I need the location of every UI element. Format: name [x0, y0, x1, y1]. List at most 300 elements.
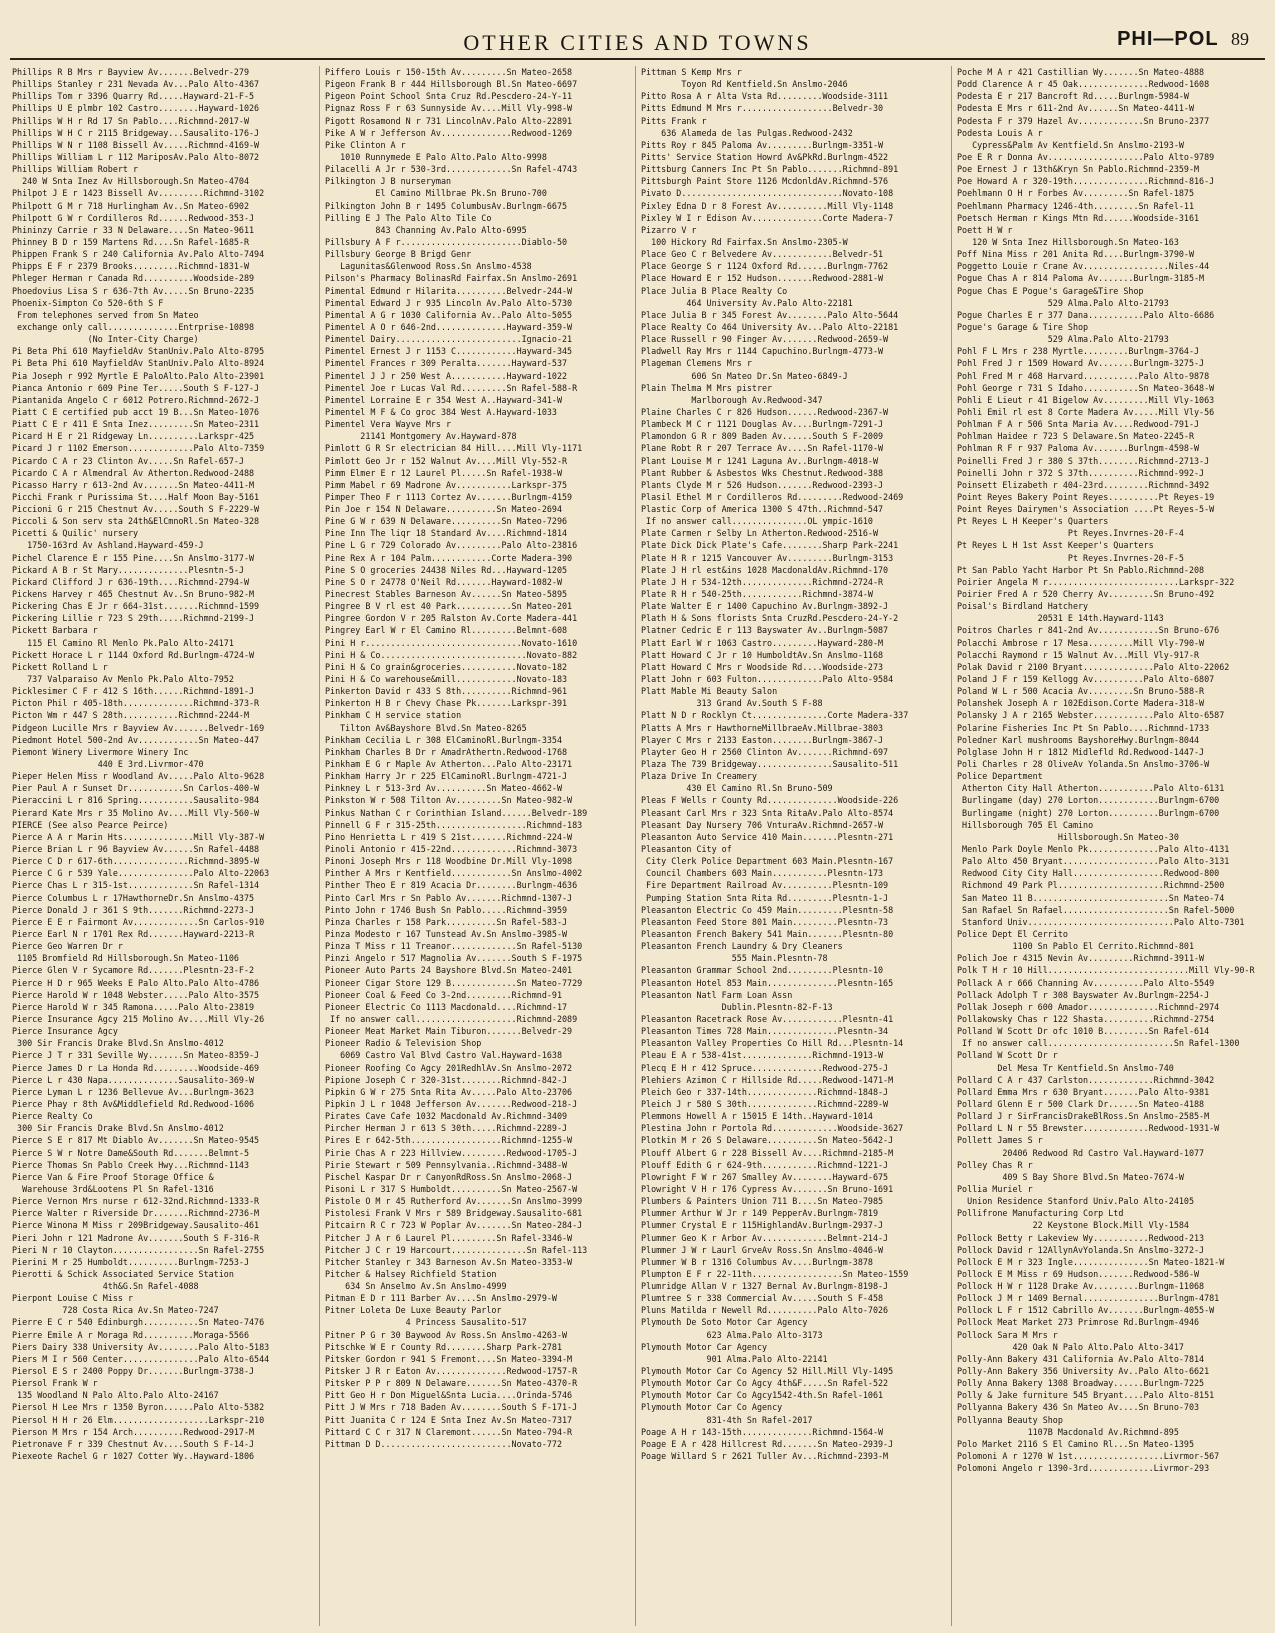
listing-entry: Pierce E E r Fairmont Av.............Sn Carlos-910	[12, 916, 265, 927]
listing-entry: Pollock Sara M Mrs r	[957, 1329, 1058, 1340]
listing-entry: Plamondon G R r 809 Baden Av......South S F-2009	[641, 431, 884, 442]
listing-entry: Pollyanna Beauty Shop	[957, 1414, 1063, 1425]
listing-entry: Pine Inn The liqr 18 Standard Av....Richmnd-1814	[325, 528, 568, 539]
listing-entry: San Rafael Sn Rafael.....................Sn Rafel-5000	[957, 904, 1235, 915]
listing-entry: Platt Earl W r 1063 Castro.........Hayward-280-M	[641, 637, 884, 648]
listing-entry: Lagunitas&Glenwood Ross.Sn Anslmo-4538	[325, 261, 532, 272]
listing-entry: Pierce Van & Fire Proof Storage Office &	[12, 1171, 214, 1182]
listing-entry: Pierce Realty Co	[12, 1111, 93, 1122]
listing-entry: Pierce Walter r Riverside Dr.......Richmnd-2736-M	[12, 1208, 260, 1219]
listing-entry: Plate Walter E r 1400 Capuchino Av.Burlngm-3892-J	[641, 601, 889, 612]
listing-entry: Pierini M r 25 Humboldt..........Burlngm-7253-J	[12, 1256, 249, 1267]
listing-entry: Polanshek Joseph A r 102Edison.Corte Madera-318-W	[957, 698, 1205, 709]
listing-entry: Pimentel M F & Co groc 384 West A.Hayward-1033	[325, 406, 557, 417]
listing-entry: Poetsch Herman r Kings Mtn Rd......Woodside-3161	[957, 212, 1200, 223]
listing-entry: Pimentel Joe r Lucas Val Rd.........Sn Rafel-588-R	[325, 382, 578, 393]
listing-entry: Pierard Kate Mrs r 35 Molino Av....Mill Vly-560-W	[12, 807, 260, 818]
listing-entry: Poage Willard S r 2621 Tuller Av...Richmnd-2393-M	[641, 1451, 889, 1462]
listing-entry: Pia Joseph r 992 Myrtle E PaloAlto.Palo Alto-23901	[12, 370, 265, 381]
listing-entry: Polomoni A r 1270 W 1st..................Livrmor-567	[957, 1451, 1220, 1462]
listing-entry: Poche M A r 421 Castillian Wy.......Sn Mateo-4888	[957, 67, 1205, 77]
listing-entry: Pitt Geo H r Don Miguel&Snta Lucia....Orinda-5746	[325, 1390, 573, 1401]
listing-entry: Pinkham Charles B Dr r AmadrAthertn.Redwood-1768	[325, 746, 568, 757]
listing-entry: Picardo C A r 23 Clinton Av.....Sn Rafel-657-J	[12, 455, 244, 466]
listing-entry: Pimm Elmer E r 12 Laurel Pl.....Sn Rafel-1938-W	[325, 467, 562, 478]
listing-entry: Tilton Av&Bayshore Blvd.Sn Mateo-8265	[325, 722, 527, 733]
listing-entry: Plymouth Motor Car Co Agcy1542-4th.Sn Rafel-1061	[641, 1390, 884, 1401]
listing-entry: Phillips Tom r 3396 Quarry Rd.....Hayward-21-F-5	[12, 91, 255, 102]
header-rule	[10, 58, 1265, 60]
listing-entry: Piersol H Lee Mrs r 1350 Byron......Palo Alto-5382	[12, 1402, 265, 1413]
listing-entry: Polak David r 2100 Bryant..............Palo Alto-22062	[957, 661, 1230, 672]
listing-entry: Pierce James D r La Honda Rd.........Woodside-469	[12, 1062, 260, 1073]
listing-entry: Pimentel Ernest J r 1153 C............Hayward-345	[325, 346, 573, 357]
listing-entry: Phoenix-Simpton Co 520-6th S F	[12, 297, 164, 308]
listing-entry: Pickett Horace L r 1144 Oxford Rd.Burlngm-4724-W	[12, 649, 255, 660]
listing-entry: 409 S Bay Shore Blvd.Sn Mateo-7674-W	[957, 1171, 1184, 1182]
listing-entry: Pine Rex A r 104 Palm............Corte Madera-390	[325, 552, 573, 563]
listing-entry: Pleasanton Racetrack Rose Av............Plesntn-41	[641, 1013, 894, 1024]
listing-column-4	[957, 66, 1263, 1626]
listing-entry: 300 Sir Francis Drake Blvd.Sn Anslmo-4012	[12, 1123, 224, 1134]
listing-entry: Poisal's Birdland Hatchery	[957, 601, 1089, 612]
listing-entry: Pierce A A r Marin Hts..............Mill Vly-387-W	[12, 831, 265, 842]
listing-entry: Poland W L r 500 Acacia Av.........Sn Bruno-588-R	[957, 686, 1205, 697]
column-divider	[951, 66, 952, 1626]
listing-entry: 728 Costa Rica Av.Sn Mateo-7247	[12, 1305, 219, 1316]
listing-entry: Pierce Harold W r 345 Ramona.....Palo Alto-23819	[12, 1001, 255, 1012]
listing-entry: Polland W Scott Dr ofc 1010 B.........Sn Rafel-614	[957, 1026, 1210, 1037]
listing-entry: Plate H R r 1215 Vancouver Av.........Burlngm-3153	[641, 552, 894, 563]
listing-entry: Pinther A Mrs r Kentfield............Sn Anslmo-4002	[325, 868, 583, 879]
listing-entry: Pleasanton Valley Properties Co Hill Rd...Plesntn-14	[641, 1038, 904, 1049]
listing-entry: Plymouth De Soto Motor Car Agency	[641, 1317, 808, 1328]
listing-entry: Pickering Lillie r 723 S 29th.....Richmnd-2199-J	[12, 613, 255, 624]
listing-entry: Piatt C E certified pub acct 19 B...Sn Mateo-1076	[12, 406, 260, 417]
listing-entry: Piersol Frank W r	[12, 1378, 98, 1389]
listing-entry: Pitts' Service Station Howrd Av&PkRd.Burlngm-4522	[641, 151, 889, 162]
listing-entry: Pitcher J A r 6 Laurel Pl.........Sn Rafel-3346-W	[325, 1232, 573, 1243]
listing-entry: Poett H W r	[957, 224, 1013, 235]
listing-entry: Piccioni G r 215 Chestnut Av.....South S F-2229-W	[12, 504, 260, 515]
listing-entry: Pleas F Wells r County Rd..............Woodside-226	[641, 795, 899, 806]
listing-entry: Plecq E H r 412 Spruce..............Redwood-275-J	[641, 1062, 889, 1073]
listing-entry: Piccoli & Son serv sta 24th&ElCmnoRl.Sn Mateo-328	[12, 516, 260, 527]
listing-entry: Plummer W B r 1316 Columbus Av....Burlngm-3878	[641, 1256, 873, 1267]
listing-entry: 623 Alma.Palo Alto-3173	[641, 1329, 823, 1340]
listing-entry: Pohl George r 731 S Idaho...........Sn Mateo-3648-W	[957, 382, 1215, 393]
listing-entry: Pohl Fred J r 1509 Howard Av.......Burlngm-3275-J	[957, 358, 1205, 369]
listing-entry: Cypress&Palm Av Kentfield.Sn Anslmo-2193-W	[957, 139, 1184, 150]
listing-entry: Poinelli Fred J r 380 S 37th........Richmnd-2713-J	[957, 455, 1210, 466]
listing-entry: Pignaz Ross F r 63 Sunnyside Av....Mill Vly-998-W	[325, 103, 573, 114]
listing-entry: If no answer call....................Richmnd-2089	[325, 1013, 578, 1024]
listing-entry: Philpot J E r 1423 Bissell Av.........Richmnd-3102	[12, 188, 265, 199]
listing-entry: Pilling E J The Palo Alto Tile Co	[325, 212, 492, 223]
listing-entry: Pingrey Earl W r El Camino Rl.........Belmnt-608	[325, 625, 568, 636]
listing-entry: Plate R H r 540-25th............Richmnd-3874-W	[641, 589, 873, 600]
listing-entry: Plasil Ethel M r Cordilleros Rd.........Redwood-2469	[641, 491, 904, 502]
listing-entry: Plymouth Motor Car Co Agency 52 Hill.Mill Vly-1495	[641, 1366, 894, 1377]
listing-entry: Pino Henrietta L r 419 S 21st.......Richmnd-224-W	[325, 831, 573, 842]
listing-entry: Pieri N r 10 Clayton.................Sn Rafel-2755	[12, 1244, 265, 1255]
listing-entry: Platt Howard C Mrs r Woodside Rd....Woodside-273	[641, 661, 884, 672]
listing-entry: Plant Louise M r 1241 Laguna Av..Burlngm-4018-W	[641, 455, 878, 466]
listing-entry: Plane Robt R r 207 Terrace Av....Sn Rafel-1170-W	[641, 443, 884, 454]
listing-entry: Pollett James S r	[957, 1135, 1043, 1146]
listing-entry: Pollack A r 666 Channing Av..........Palo Alto-5549	[957, 977, 1215, 988]
listing-entry: Pioneer Radio & Television Shop	[325, 1038, 482, 1049]
listing-entry: Piffero Louis r 150-15th Av.........Sn Mateo-2658	[325, 67, 573, 77]
listing-entry: Pierce Columbus L r 17HawthorneDr.Sn Anslmo-4375	[12, 892, 255, 903]
listing-entry: Place George S r 1124 Oxford Rd......Burlngm-7762	[641, 261, 889, 272]
listing-entry: Poe E R r Donna Av...................Palo Alto-9789	[957, 151, 1215, 162]
listing-entry: Pickett Barbara r	[12, 625, 98, 636]
listing-entry: Polomoni Angelo r 1390-3rd.............Livrmor-293	[957, 1463, 1210, 1474]
listing-entry: Pivato D................................Novato-108	[641, 188, 894, 199]
listing-entry: Pike Clinton A r	[325, 139, 406, 150]
listing-entry: Platt Howard C Jr r 10 HumboldtAv.Sn Anslmo-1168	[641, 649, 884, 660]
listing-entry: Pierce C G r 539 Yale...............Palo Alto-22063	[12, 868, 270, 879]
listing-entry: Pohli Emil rl est 8 Corte Madera Av.....Mill Vly-56	[957, 406, 1215, 417]
listing-entry: Pimentel Lorraine E r 354 West A..Hayward-341-W	[325, 394, 562, 405]
listing-entry: Polk T H r 10 Hill............................Mill Vly-90-R	[957, 965, 1255, 976]
listing-entry: Pt Reyes L H 1st Asst Keeper's Quarters	[957, 540, 1154, 551]
listing-entry: Piexeote Rachel G r 1027 Cotter Wy..Hayward-1806	[12, 1451, 255, 1462]
listing-entry: Pierce Brian L r 96 Bayview Av......Sn Rafel-4488	[12, 844, 260, 854]
listing-entry: Phillips W H C r 2115 Bridgeway...Sausalito-176-J	[12, 127, 260, 138]
listing-entry: Pierce S E r 817 Mt Diablo Av.......Sn Mateo-9545	[12, 1135, 260, 1146]
listing-entry: Piedmont Hotel 500-2nd Av............Sn Mateo-447	[12, 734, 260, 745]
listing-entry: Plaza Drive In Creamery	[641, 771, 757, 782]
listing-entry: Polglase John H r 1812 Midlefld Rd.Redwood-1447-J	[957, 746, 1205, 757]
listing-entry: Pierce Glen V r Sycamore Rd.......Plesntn-23-F-2	[12, 965, 255, 976]
listing-entry: Pierce Phay r 8th Av&Middlefield Rd.Redwood-1606	[12, 1098, 255, 1109]
listing-entry: Plymouth Motor Car Agency	[641, 1341, 768, 1352]
listing-entry: Phipps E F r 2379 Brooks.........Richmnd-1831-W	[12, 261, 249, 272]
listing-entry: 240 W Snta Inez Av Hillsborough.Sn Mateo-4704	[12, 176, 249, 187]
listing-entry: Plouff Edith G r 624-9th...........Richmnd-1221-J	[641, 1159, 889, 1170]
listing-entry: Pine G W r 639 N Delaware..........Sn Mateo-7296	[325, 516, 568, 527]
listing-entry: Pierce C D r 617-6th...............Richmnd-3895-W	[12, 856, 260, 867]
listing-entry: Pt Reyes.Invrnes-20-F-4	[957, 528, 1184, 539]
listing-entry: Polarine Fisheries Inc Pt Sn Pablo....Richmnd-1733	[957, 722, 1210, 733]
listing-entry: Piers M I r 560 Center...............Palo Alto-6544	[12, 1353, 270, 1364]
listing-entry: Menlo Park Doyle Menlo Pk..............Palo Alto-4131	[957, 844, 1230, 854]
listing-entry: Pimlott Geo Jr r 152 Walnut Av....Mill Vly-552-R	[325, 455, 568, 466]
listing-entry: Pleasanton Grammar School 2nd.........Plesntn-10	[641, 965, 884, 976]
listing-entry: Polly-Ann Bakery 431 California Av.Palo Alto-7814	[957, 1353, 1205, 1364]
listing-entry: Pierce Vernon Mrs nurse r 612-32nd.Richmnd-1333-R	[12, 1196, 260, 1207]
listing-entry: Pimentel Frances r 309 Peralta.......Hayward-537	[325, 358, 568, 369]
listing-entry: Pierce Earl N r 1701 Rex Rd.......Hayward-2213-R	[12, 928, 255, 939]
listing-entry: Pleasanton French Laundry & Dry Cleaners	[641, 941, 843, 952]
listing-entry: Poage A H r 143-15th..............Richmnd-1564-W	[641, 1426, 884, 1437]
listing-entry: Point Reyes Dairymen's Association ....Pt Reyes-5-W	[957, 504, 1215, 515]
listing-entry: Pinkerton David r 433 S 8th..........Richmnd-961	[325, 686, 568, 697]
listing-entry: Podesta F r 379 Hazel Av.............Sn Bruno-2377	[957, 115, 1210, 126]
listing-entry: Pollock Betty r Lakeview Wy...........Redwood-213	[957, 1232, 1205, 1243]
listing-entry: 843 Channing Av.Palo Alto-6995	[325, 224, 527, 235]
listing-entry: Burlingame (day) 270 Lorton............Burlngm-6700	[957, 795, 1220, 806]
listing-entry: Poinsett Elizabeth r 404-23rd.........Richmnd-3492	[957, 479, 1210, 490]
listing-entry: Pollak Joseph r 600 Amador..............Richmnd-2974	[957, 1001, 1220, 1012]
listing-entry: Pierce Lyman L r 1236 Bellevue Av...Burlngm-3623	[12, 1086, 255, 1097]
listing-entry: Pieper Helen Miss r Woodland Av.....Palo Alto-9628	[12, 771, 265, 782]
listing-entry: Phippen Frank S r 240 California Av.Palo Alto-7494	[12, 249, 265, 260]
listing-entry: Pleich Geo r 337-14th..............Richmnd-1848-J	[641, 1086, 889, 1097]
listing-entry: Pi Beta Phi 610 MayfieldAv StanUniv.Palo Alto-8924	[12, 358, 265, 369]
listing-entry: Phleger Herman r Canada Rd..........Woodside-289	[12, 273, 255, 284]
listing-entry: Pleau E A r 538-41st..............Richmnd-1913-W	[641, 1050, 884, 1061]
listing-entry: Picchi Frank r Purissima St....Half Moon Bay-5161	[12, 491, 260, 502]
listing-entry: Pollack Adolph T r 308 Bayswater Av.Burlngm-2254-J	[957, 989, 1210, 1000]
listing-entry: Plate Dick Dick Plate's Cafe........Sharp Park-2241	[641, 540, 899, 551]
listing-entry: Plummer Crystal E r 115HighlandAv.Burlngm-2937-J	[641, 1220, 884, 1231]
listing-column-1	[12, 66, 314, 1626]
listing-entry: San Mateo 11 B...........................Sn Mateo-74	[957, 892, 1225, 903]
listing-entry: Pi Beta Phi 610 MayfieldAv StanUniv.Palo Alto-8795	[12, 346, 265, 357]
listing-entry: Pollakowsky Chas r 122 Shasta..........Richmnd-2754	[957, 1013, 1215, 1024]
listing-entry: Pittsburgh Paint Store 1126 McdonldAv.Richmnd-576	[641, 176, 889, 187]
listing-entry: Place Realty Co 464 University Av...Palo Alto-22181	[641, 321, 899, 332]
listing-entry: Pietronave F r 339 Chestnut Av....South S F-14-J	[12, 1438, 255, 1449]
listing-entry: Plate J H rl est&ins 1028 MacdonaldAv.Richmnd-170	[641, 564, 889, 575]
listing-entry: 737 Valparaiso Av Menlo Pk.Palo Alto-7952	[12, 674, 234, 685]
listing-entry: Player C Mrs r 2133 Easton........Burlngm-3867-J	[641, 734, 884, 745]
listing-entry: Poledner Karl mushrooms BayshoreHwy.Burlngm-8044	[957, 734, 1200, 745]
listing-entry: 6069 Castro Val Blvd Castro Val.Hayward-1638	[325, 1050, 562, 1061]
listing-entry: Pumping Station Snta Rita Rd.........Plesntn-1-J	[641, 892, 889, 903]
listing-entry: Pimentel Dairy.........................Ignacio-21	[325, 334, 573, 345]
listing-entry: Phinney B D r 159 Martens Rd....Sn Rafel-1685-R	[12, 236, 249, 247]
listing-entry: Pollard L N r 55 Brewster.............Redwood-1931-W	[957, 1123, 1220, 1134]
listing-entry: Pitt J W Mrs r 718 Baden Av........South S F-171-J	[325, 1402, 578, 1413]
listing-entry: Pitt Juanita C r 124 E Snta Inez Av.Sn Mateo-7317	[325, 1414, 573, 1425]
listing-entry: 555 Main.Plesntn-78	[641, 953, 828, 964]
listing-entry: Dublin.Plesntn-82-F-13	[641, 1001, 833, 1012]
listing-entry: Plant Rubber & Asbestos Wks Chestnut.Redwood-388	[641, 467, 884, 478]
listing-entry: Pickard A B r St Mary..............Plesntn-5-J	[12, 564, 244, 575]
listing-entry: Pimental A G r 1030 California Av..Palo Alto-5055	[325, 309, 573, 320]
listing-entry: Pt Reyes.Invrnes-20-F-5	[957, 552, 1184, 563]
listing-entry: Polley Chas R r	[957, 1159, 1033, 1170]
listing-entry: Poehlmann Pharmacy 1246-4th.........Sn Rafel-11	[957, 200, 1194, 211]
listing-entry: Pinecrest Stables Barneson Av......Sn Mateo-5895	[325, 589, 568, 600]
listing-entry: Poland J F r 159 Kellogg Av..........Palo Alto-6807	[957, 674, 1215, 685]
listing-entry: Plouff Albert G r 228 Bissell Av....Richmnd-2185-M	[641, 1147, 894, 1158]
listing-entry: Toyon Rd Kentfield.Sn Anslmo-2046	[641, 79, 848, 90]
listing-entry: Pickett Rolland L r	[12, 661, 108, 672]
listing-entry: Plummer J W r Laurl GrveAv Ross.Sn Anslmo-4046-W	[641, 1244, 884, 1255]
listing-entry: Pitts Edmund M Mrs r..................Belvedr-30	[641, 103, 884, 114]
listing-entry: 831-4th Sn Rafel-2017	[641, 1414, 813, 1425]
listing-entry: Pillsbury A F r........................Diablo-50	[325, 236, 568, 247]
listing-entry: Pierson M Mrs r 154 Arch..........Redwood-2917-M	[12, 1426, 255, 1437]
listing-entry: Place Howard E r 152 Hudson.......Redwood-2881-W	[641, 273, 884, 284]
listing-entry: If no answer call.........................Sn Rafel-1300	[957, 1038, 1240, 1049]
listing-entry: Pirie Stewart r 509 Pennsylvania..Richmnd-3488-W	[325, 1159, 568, 1170]
listing-entry: Pistolesi Frank V Mrs r 589 Bridgeway.Sausalito-681	[325, 1208, 583, 1219]
listing-entry: Phillips U E plmbr 102 Castro........Hayward-1026	[12, 103, 260, 114]
listing-entry: 1750-163rd Av Ashland.Hayward-459-J	[12, 540, 204, 551]
listing-entry: Pigeon Point School Snta Cruz Rd.Pescdero-24-Y-11	[325, 91, 573, 102]
listing-entry: Pixley Edna D r 8 Forest Av..........Mill Vly-1148	[641, 200, 894, 211]
listing-entry: Pollard J r SirFrancisDrakeBlRoss.Sn Anslmo-2585-M	[957, 1111, 1210, 1122]
listing-entry: Podesta E Mrs r 611-2nd Av......Sn Mateo-4411-W	[957, 103, 1194, 114]
listing-entry: Pingree B V rl est 40 Park...........Sn Mateo-201	[325, 601, 573, 612]
listing-entry: Plageman Clemens Mrs r	[641, 358, 752, 369]
listing-entry: 135 Woodland N Palo Alto.Palo Alto-24167	[12, 1390, 219, 1401]
listing-entry: Plymouth Motor Car Co Agcy 4th&F.....Sn Rafel-522	[641, 1378, 889, 1389]
listing-entry: Polly & Jake furniture 545 Bryant....Palo Alto-8151	[957, 1390, 1215, 1401]
listing-entry: Podesta Louis A r	[957, 127, 1043, 138]
listing-entry: Pini H & Co warehouse&mill............Novato-183	[325, 674, 568, 685]
listing-entry: Point Reyes Bakery Point Reyes..........Pt Reyes-19	[957, 491, 1215, 502]
listing-entry: Polland W Scott Dr r	[957, 1050, 1058, 1061]
listing-entry: Pollock David r 12AllynAvYolanda.Sn Anslmo-3272-J	[957, 1244, 1205, 1255]
listing-entry: Pickens Harvey r 465 Chestnut Av..Sn Bruno-982-M	[12, 589, 255, 600]
listing-entry: Pike A W r Jefferson Av..............Redwood-1269	[325, 127, 573, 138]
listing-entry: Polansky J A r 2165 Webster............Palo Alto-6587	[957, 710, 1225, 721]
listing-entry: Poitros Charles r 841-2nd Av............Sn Bruno-676	[957, 625, 1220, 636]
listing-entry: Police Dept El Cerrito	[957, 928, 1068, 939]
listing-entry: Pimental Edmund r Hilarita..........Belvedr-244-W	[325, 285, 573, 296]
listing-entry: Pollock E M Miss r 69 Hudson.......Redwood-586-W	[957, 1268, 1200, 1279]
listing-entry: Pitcher J C r 19 Harcourt...............Sn Rafel-113	[325, 1244, 588, 1255]
listing-entry: Plants Clyde M r 526 Hudson.......Redwood-2393-J	[641, 479, 884, 490]
listing-entry: Polich Joe r 4315 Nevin Av.........Richmnd-3911-W	[957, 953, 1205, 964]
listing-entry: Pini H r...............................Novato-1610	[325, 637, 578, 648]
listing-entry: Plath H & Sons florists Snta CruzRd.Pescdero-24-Y-2	[641, 613, 899, 624]
listing-entry: Pleasanton Electric Co 459 Main.........Plesntn-58	[641, 904, 894, 915]
listing-entry: Poggetto Louie r Crane Av.................Niles-44	[957, 261, 1210, 272]
listing-column-2	[325, 66, 627, 1626]
listing-entry: Pinto John r 1746 Bush Sn Pablo.....Richmnd-3959	[325, 904, 568, 915]
listing-entry: Pierce Donald J r 361 S 9th.......Richmnd-2273-J	[12, 904, 255, 915]
listing-entry: Phillips Stanley r 231 Nevada Av...Palo Alto-4367	[12, 79, 260, 90]
listing-entry: Pinkham Harry Jr r 225 ElCaminoRl.Burlngm-4721-J	[325, 771, 568, 782]
listing-entry: Pires E r 642-5th..................Richmnd-1255-W	[325, 1135, 573, 1146]
listing-entry: Poe Ernest J r 13th&Kryn Sn Pablo.Richmnd-2359-M	[957, 164, 1200, 175]
listing-entry: Plotkin M r 26 S Delaware..........Sn Mateo-5642-J	[641, 1135, 894, 1146]
listing-entry: Poage E A r 428 Hillcrest Rd.......Sn Mateo-2939-J	[641, 1438, 894, 1449]
listing-entry: Picton Phil r 405-18th..............Richmnd-373-R	[12, 698, 260, 709]
listing-entry: Pierce Winona M Miss r 209Bridgeway.Sausalito-461	[12, 1220, 260, 1231]
listing-entry: Plumtree S r 338 Commercial Av.....South S F-458	[641, 1293, 884, 1304]
listing-entry: Pt Reyes L H Keeper's Quarters	[957, 516, 1109, 527]
listing-entry: Pinzi Angelo r 517 Magnolia Av.......South S F-1975	[325, 953, 583, 964]
listing-entry: Pidgeon Lucille Mrs r Bayview Av.......Belvedr-169	[12, 722, 265, 733]
page-number: 89	[1231, 29, 1249, 49]
listing-entry: Redwood City City Hall..................Redwood-800	[957, 868, 1220, 879]
listing-entry: 4th&G.Sn Rafel-4088	[12, 1281, 199, 1292]
listing-entry: Plestina John r Portola Rd.............Woodside-3627	[641, 1123, 904, 1134]
listing-entry: Pimentel A O r 646-2nd..............Hayward-359-W	[325, 321, 573, 332]
listing-entry: Pinnell G F r 315-25th..................Richmnd-183	[325, 819, 583, 830]
listing-entry: Phillips William Robert r	[12, 164, 139, 175]
listing-entry: 440 E 3rd.Livrmor-470	[12, 759, 204, 770]
listing-entry: Pitcairn R C r 723 W Poplar Av.......Sn Mateo-284-J	[325, 1220, 583, 1231]
listing-entry: Pini H & Co grain&groceries...........Novato-182	[325, 661, 568, 672]
listing-entry: Pilacelli A Jr r 530-3rd.............Sn Rafel-4743	[325, 164, 578, 175]
listing-entry: Pleasanton Feed Store 801 Main.........Plesntn-73	[641, 916, 889, 927]
guide-words: PHI—POL	[1117, 28, 1219, 50]
page-header	[0, 22, 1275, 62]
listing-entry: Pleasanton Natl Farm Loan Assn	[641, 989, 793, 1000]
listing-entry: Pixley W I r Edison Av..............Corte Madera-7	[641, 212, 894, 223]
listing-entry: Pimm Mabel r 69 Madrone Av...........Larkspr-375	[325, 479, 568, 490]
listing-entry: Pinkham E G r Maple Av Atherton...Palo Alto-23171	[325, 759, 573, 770]
listing-entry: Picklesimer C F r 412 S 16th......Richmnd-1891-J	[12, 686, 255, 697]
listing-entry: Pitto Rosa A r Alta Vsta Rd.........Woodside-3111	[641, 91, 889, 102]
listing-entry: El Camino Millbrae Pk.Sn Bruno-700	[325, 188, 547, 199]
listing-entry: Hillsborough 705 El Camino	[957, 819, 1094, 830]
listing-entry: 606 Sn Mateo Dr.Sn Mateo-6849-J	[641, 370, 848, 381]
listing-entry: Plowright F W r 267 Smalley Av........Hayward-675	[641, 1171, 889, 1182]
listing-entry: 1010 Runnymede E Palo Alto.Palo Alto-9998	[325, 151, 547, 162]
listing-entry: Pollard C A r 437 Carlston.............Richmnd-3042	[957, 1074, 1215, 1085]
listing-entry: Pinther Theo E r 819 Acacia Dr........Burlngm-4636	[325, 880, 578, 891]
listing-entry: Piersol E S r 2400 Poppy Dr.......Burlngm-3738-J	[12, 1366, 255, 1377]
listing-entry: Pier Paul A r Sunset Dr...........Sn Carlos-400-W	[12, 783, 260, 794]
listing-entry: Pickard Clifford J r 636-19th....Richmnd-2794-W	[12, 576, 249, 587]
listing-entry: Pierce H D r 965 Weeks E Palo Alto.Palo Alto-4786	[12, 977, 260, 988]
listing-entry: Phillips W H r Rd 17 Sn Pablo....Richmnd-2017-W	[12, 115, 249, 126]
listing-entry: Marlborough Av.Redwood-347	[641, 394, 823, 405]
listing-entry: Pierce J T r 331 Seville Wy.......Sn Mateo-8359-J	[12, 1050, 260, 1061]
listing-entry: Phillips William L r 112 MariposAv.Palo Alto-8072	[12, 151, 260, 162]
listing-entry: Pittsburg Canners Inc Pt Sn Pablo.......Richmnd-891	[641, 164, 899, 175]
listing-entry: Pioneer Roofing Co Agcy 201RedhlAv.Sn Anslmo-2072	[325, 1062, 573, 1073]
listing-entry: Picton Wm r 447 S 28th...........Richmnd-2244-M	[12, 710, 249, 721]
listing-entry: Stanford Univ.............................Palo Alto-7301	[957, 916, 1245, 927]
listing-entry: Pollyanna Bakery 436 Sn Mateo Av....Sn Bruno-703	[957, 1402, 1200, 1413]
listing-entry: Polly Anna Bakery 1308 Broadway......Burlngm-7225	[957, 1378, 1205, 1389]
listing-entry: Council Chambers 603 Main...........Plesntn-173	[641, 868, 884, 879]
listing-entry: 430 El Camino Rl.Sn Bruno-509	[641, 783, 833, 794]
listing-entry: PIERCE (See also Pearce Peirce)	[12, 819, 169, 830]
listing-entry: Pioneer Electric Co 1113 Macdonald....Richmnd-17	[325, 1001, 568, 1012]
listing-entry: Atherton City Hall Atherton...........Palo Alto-6131	[957, 783, 1225, 794]
listing-entry: Pleasanton Auto Service 410 Main.......Plesntn-271	[641, 831, 894, 842]
listing-entry: Pinkston W r 508 Tilton Av.........Sn Mateo-982-W	[325, 795, 573, 806]
listing-entry: Picasso Harry r 613-2nd Av.......Sn Mateo-4411-M	[12, 479, 255, 490]
listing-entry: Pianca Antonio r 609 Pine Ter.....South S F-127-J	[12, 382, 260, 393]
listing-entry: Pinkham C H service station	[325, 710, 462, 721]
listing-entry: Plummer Arthur W Jr r 149 PepperAv.Burlngm-7819	[641, 1208, 878, 1219]
listing-entry: Piemont Winery Livermore Winery Inc	[12, 746, 189, 757]
listing-entry: 529 Alma.Palo Alto-21793	[957, 334, 1169, 345]
listing-entry: Platner Cedric E r 113 Bayswater Av..Burlngm-5087	[641, 625, 889, 636]
listing-entry: Plaza The 739 Bridgeway...............Sausalito-511	[641, 759, 899, 770]
listing-entry: 300 Sir Francis Drake Blvd.Sn Anslmo-4012	[12, 1038, 224, 1049]
listing-entry: Pitman E D r 111 Barber Av....Sn Anslmo-2979-W	[325, 1293, 557, 1304]
listing-entry: Pogue Chas E Pogue's Garage&Tire Shop	[957, 285, 1144, 296]
listing-entry: Picardo C A r Almendral Av Atherton.Redwood-2488	[12, 467, 255, 478]
listing-entry: Pimlott G R Sr electrician 84 Hill....Mill Vly-1171	[325, 443, 583, 454]
listing-entry: Pollock J M r 1409 Bernal...............Burlngm-4781	[957, 1293, 1220, 1304]
listing-entry: Pigeon Frank B r 444 Hillsborough Bl.Sn Mateo-6697	[325, 79, 578, 90]
listing-entry: From telephones served from Sn Mateo	[12, 309, 199, 320]
listing-entry: Pohl Fred M r 468 Harvard...........Palo Alto-9878	[957, 370, 1210, 381]
listing-entry: Pollard Glenn E r 500 Clark Dr......Sn Mateo-4188	[957, 1098, 1205, 1109]
listing-entry: Pirie Chas A r 223 Hillview.........Redwood-1705-J	[325, 1147, 578, 1158]
listing-entry: Pinza T Miss r 11 Treanor.............Sn Rafel-5130	[325, 941, 583, 952]
listing-entry: Pleasant Day Nursery 706 VnturaAv.Richmnd-2657-W	[641, 819, 884, 830]
listing-entry: Fire Department Railroad Av..........Plesntn-109	[641, 880, 889, 891]
listing-entry: Poff Nina Miss r 201 Anita Rd....Burlngm-3790-W	[957, 249, 1194, 260]
